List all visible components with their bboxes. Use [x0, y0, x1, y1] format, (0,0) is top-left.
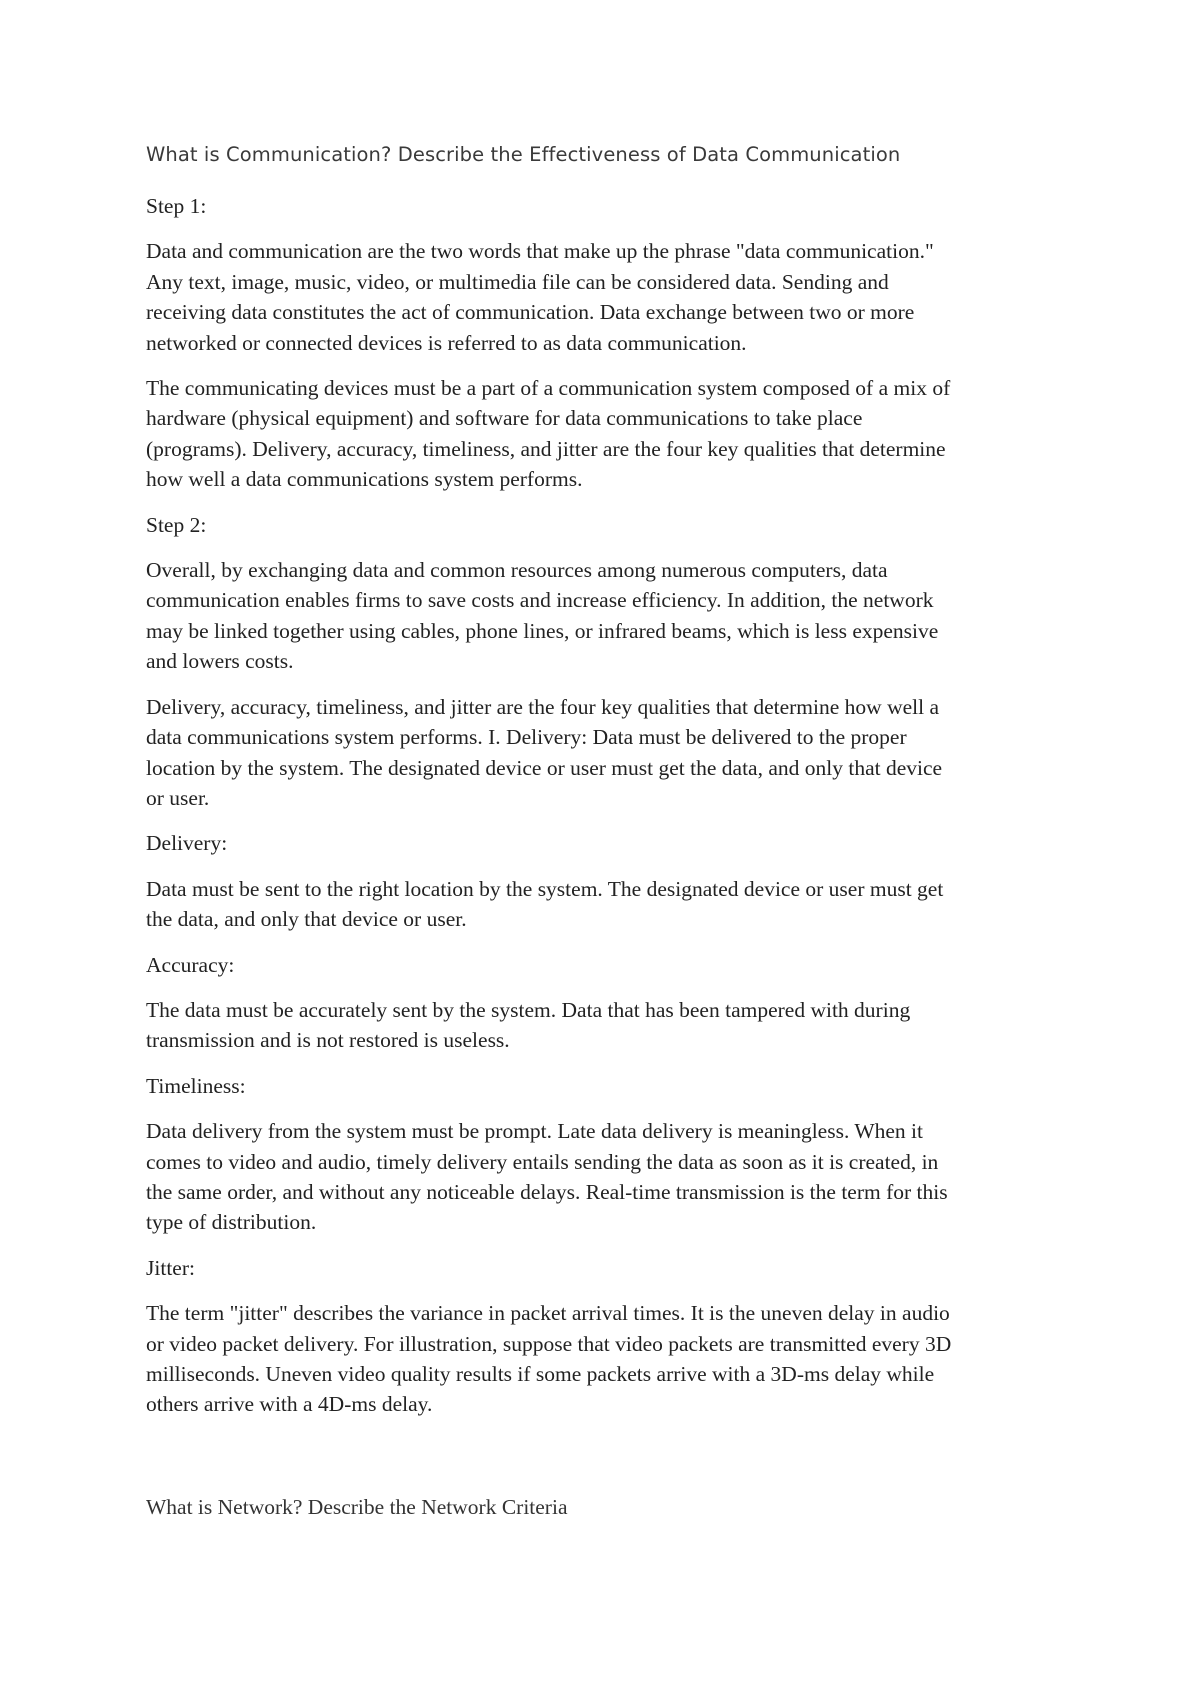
paragraph — [146, 236, 1076, 358]
paragraph — [146, 995, 1076, 1056]
document-body — [146, 140, 1076, 1435]
paragraph-line: comes to video and audio, timely delivery entails sending the data as soon as it is created, in — [146, 1149, 939, 1174]
paragraph-line: data communications system performs. I. Delivery: Data must be delivered to the proper — [146, 725, 907, 750]
paragraph-line: the data, and only that device or user. — [146, 907, 467, 932]
paragraph-line: hardware (physical equipment) and software for data communications to take place — [146, 406, 863, 431]
paragraph-line: may be linked together using cables, phone lines, or infrared beams, which is less expensive — [146, 618, 939, 643]
paragraph-line: type of distribution. — [146, 1210, 317, 1235]
paragraph — [146, 373, 1076, 495]
paragraph-line: or video packet delivery. For illustration, suppose that video packets are transmitted every 3D — [146, 1331, 952, 1356]
paragraph-line: The term "jitter" describes the variance in packet arrival times. It is the uneven delay in audio — [146, 1301, 950, 1326]
paragraph-line: and lowers costs. — [146, 649, 294, 674]
section-label: Timeliness: — [146, 1073, 246, 1098]
next-section-heading: What is Network? Describe the Network Criteria — [146, 1495, 568, 1519]
paragraph — [146, 1298, 1076, 1420]
paragraph-line: The data must be accurately sent by the system. Data that has been tampered with during — [146, 997, 911, 1022]
document-title: What is Communication? Describe the Effectiveness of Data Communication — [146, 143, 901, 166]
paragraph — [146, 555, 1076, 677]
paragraph-line: the same order, and without any noticeable delays. Real-time transmission is the term for this — [146, 1179, 948, 1204]
paragraph-line: transmission and is not restored is useless. — [146, 1028, 510, 1053]
paragraph-line: receiving data constitutes the act of communication. Data exchange between two or more — [146, 300, 915, 325]
paragraph-line: communication enables firms to save costs and increase efficiency. In addition, the network — [146, 588, 934, 613]
paragraph — [146, 874, 1076, 935]
paragraph — [146, 1116, 1076, 1238]
paragraph-line: Overall, by exchanging data and common resources among numerous computers, data — [146, 558, 888, 583]
section-label: Jitter: — [146, 1255, 195, 1280]
paragraph-line: location by the system. The designated device or user must get the data, and only that device — [146, 755, 943, 780]
paragraph-line: or user. — [146, 785, 210, 810]
paragraph-line: Delivery, accuracy, timeliness, and jitter are the four key qualities that determine how well a — [146, 694, 940, 719]
paragraph-line: Data delivery from the system must be prompt. Late data delivery is meaningless. When it — [146, 1119, 923, 1144]
step-heading: Step 2: — [146, 512, 207, 537]
paragraph-line: others arrive with a 4D-ms delay. — [146, 1392, 433, 1417]
paragraph — [146, 692, 1076, 814]
paragraph-line: milliseconds. Uneven video quality results if some packets arrive with a 3D-ms delay while — [146, 1362, 935, 1386]
paragraph-line: how well a data communications system performs. — [146, 467, 583, 492]
paragraph-line: Data and communication are the two words that make up the phrase "data communication." — [146, 239, 934, 264]
step-heading: Step 1: — [146, 194, 207, 218]
paragraph-line: (programs). Delivery, accuracy, timeliness, and jitter are the four key qualities that determine — [146, 436, 946, 461]
paragraph-line: Any text, image, music, video, or multimedia file can be considered data. Sending and — [146, 269, 889, 294]
paragraph-line: The communicating devices must be a part of a communication system composed of a mix of — [146, 376, 951, 401]
paragraph-line: Data must be sent to the right location by the system. The designated device or user must get — [146, 876, 944, 901]
section-label: Delivery: — [146, 831, 228, 856]
paragraph-line: networked or connected devices is referred to as data communication. — [146, 330, 747, 355]
document-blocks — [146, 191, 1076, 1420]
section-label: Accuracy: — [146, 952, 235, 977]
